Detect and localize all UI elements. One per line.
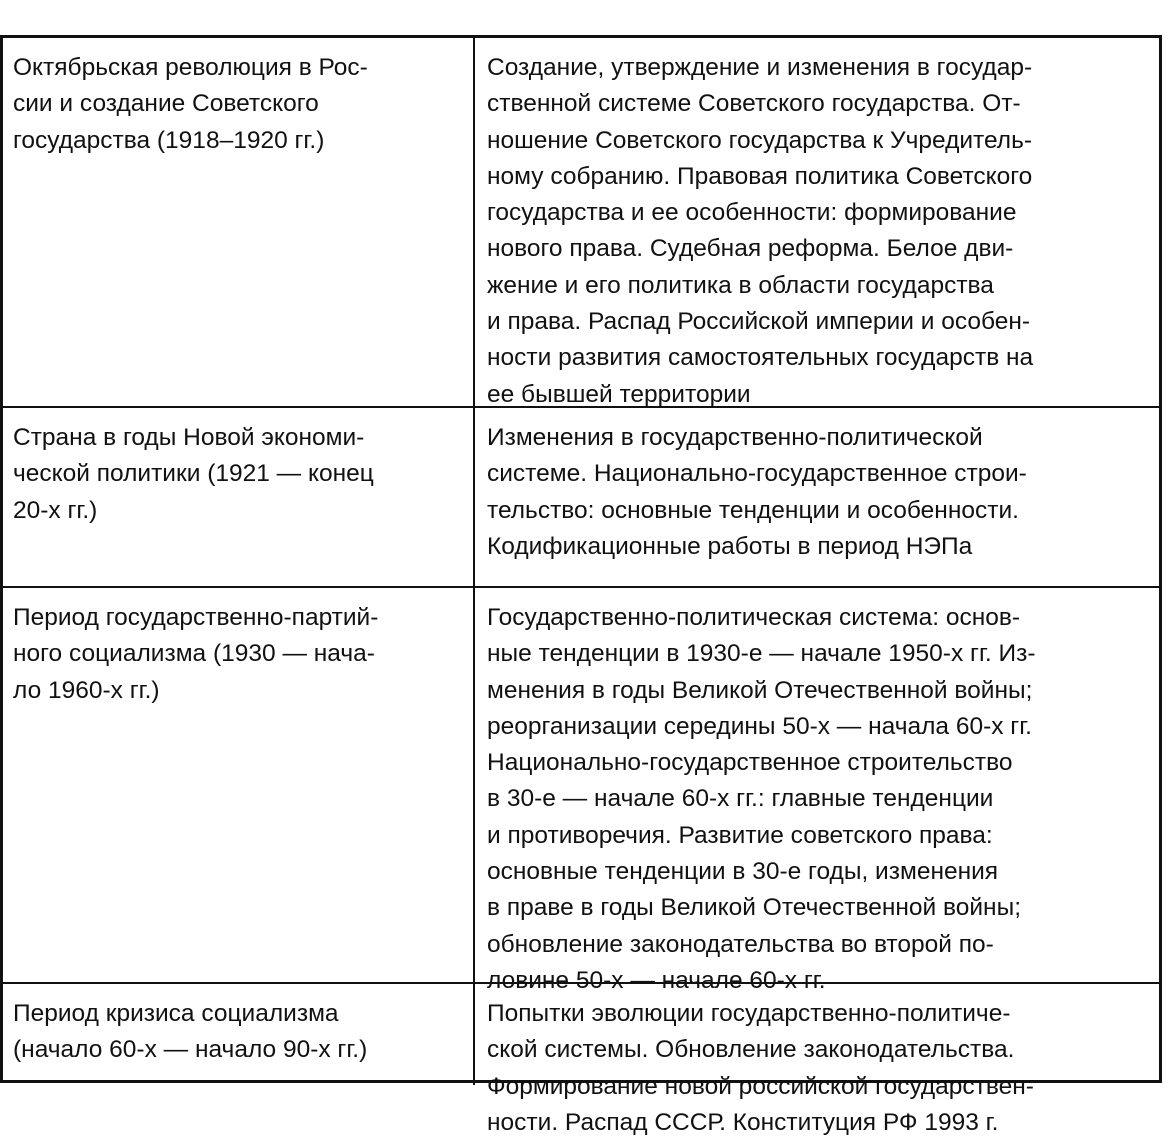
topics-line: реорганизации середины 50-х — начала 60-х гг. <box>487 712 1032 740</box>
topics-line: Национально-государственное строительство <box>487 749 1013 777</box>
table-row <box>3 982 1159 1136</box>
topics-line: обновление законодательства во второй по- <box>487 930 994 958</box>
topics-line: ее бывшей территории <box>487 380 751 408</box>
topics-line: в праве в годы Великой Отечественной войны; <box>487 894 1021 922</box>
topics-line: Государственно-политическая система: основ- <box>487 604 1021 631</box>
topics-line: основные тенденции в 30-е годы, изменения <box>487 858 999 886</box>
topics-line: и противоречия. Развитие советского права: <box>487 821 993 849</box>
period-line: Страна в годы Новой экономи- <box>13 424 365 451</box>
period-line: Период кризиса социализма <box>13 1000 339 1027</box>
topics-cell <box>473 38 1159 406</box>
period-line: ло 1960-х гг.) <box>13 676 160 704</box>
period-line: ного социализма (1930 — нача- <box>13 640 375 668</box>
topics-line: ской системы. Обновление законодательства. <box>487 1036 1015 1064</box>
period-line: сии и создание Советского <box>13 90 319 118</box>
period-line: ческой политики (1921 — конец <box>13 460 374 488</box>
topics-line: в 30-е — начале 60-х гг.: главные тенденции <box>487 785 994 813</box>
topics-line: ловине 50-х — начале 60-х гг. <box>487 966 826 994</box>
topics-line: Формирование новой российской государствен- <box>487 1072 1034 1100</box>
period-line: государства (1918–1920 гг.) <box>13 126 325 154</box>
topics-line: тельство: основные тенденции и особенности. <box>487 496 1019 524</box>
topics-line: жение и его политика в области государства <box>487 271 994 299</box>
topics-line: ности. Распад СССР. Конституция РФ 1993 г. <box>487 1108 999 1136</box>
topics-line: менения в годы Великой Отечественной войны; <box>487 676 1033 704</box>
table-row <box>3 406 1159 588</box>
topics-cell <box>473 984 1159 1136</box>
topics-line: и права. Распад Российской империи и особен- <box>487 308 1031 336</box>
period-line: Период государственно-партий- <box>13 604 379 631</box>
topics-line: нового права. Судебная реформа. Белое дви- <box>487 235 1014 263</box>
history-periods-table <box>0 35 1162 1136</box>
period-cell <box>3 588 473 984</box>
topics-line: ственной системе Советского государства. От- <box>487 90 1021 118</box>
period-line: Октябрьская революция в Рос- <box>13 54 368 81</box>
topics-line: Попытки эволюции государственно-политиче- <box>487 1000 1011 1027</box>
period-line: (начало 60-х — начало 90-х гг.) <box>13 1036 368 1064</box>
topics-line: Кодификационные работы в период НЭПа <box>487 532 973 560</box>
topics-line: ному собранию. Правовая политика Советского <box>487 162 1033 190</box>
topics-line: ношение Советского государства к Учредитель- <box>487 126 1033 154</box>
table-row <box>3 586 1159 994</box>
period-line: 20-х гг.) <box>13 496 98 524</box>
topics-line: Создание, утверждение и изменения в государ- <box>487 54 1033 81</box>
topics-cell <box>473 408 1159 588</box>
period-cell <box>3 408 473 588</box>
topics-line: ные тенденции в 1930-е — начале 1950-х гг. Из- <box>487 640 1036 668</box>
topics-cell <box>473 588 1159 994</box>
table-row <box>3 38 1159 406</box>
period-cell <box>3 984 473 1085</box>
period-cell <box>3 38 473 406</box>
topics-line: системе. Национально-государственное строи- <box>487 460 1027 488</box>
topics-line: ности развития самостоятельных государств на <box>487 344 1034 372</box>
topics-line: Изменения в государственно-политической <box>487 424 983 451</box>
topics-line: государства и ее особенности: формирование <box>487 199 1017 227</box>
